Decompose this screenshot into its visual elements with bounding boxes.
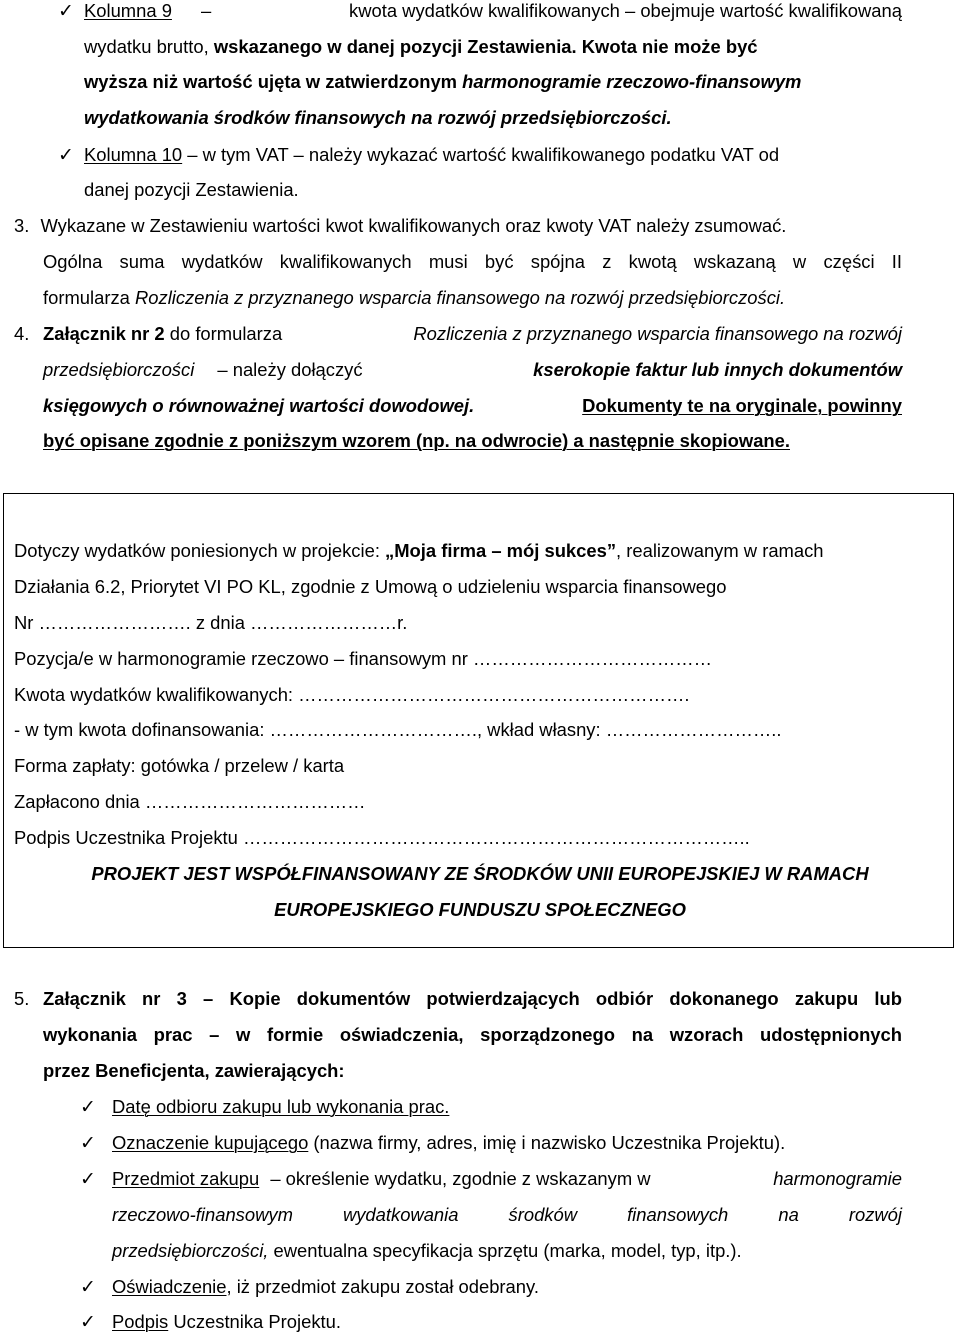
kolumna9-label: Kolumna 9 <box>84 0 172 21</box>
item4-line2b: – należy dołączyć <box>212 359 363 380</box>
item3-para1: Ogólna suma wydatków kwalifikowanych musi być spójna z kwotą wskazaną w części II <box>43 251 902 272</box>
item5-bullet4a: Oświadczenie <box>112 1276 227 1297</box>
item5-bullet5b: Uczestnika Projektu. <box>168 1311 341 1332</box>
item5-bullet3b: – określenie wydatku, zgodnie z wskazanym w <box>265 1168 651 1189</box>
item4-line2c: kserokopie faktur lub innych dokumentów <box>533 359 902 380</box>
item5-bullet3-line3 <box>112 1240 742 1262</box>
box-line9: Podpis Uczestnika Projektu ……………………………………………………………………….. <box>14 827 750 848</box>
kolumna9-text3b: harmonogramie rzeczowo-finansowym <box>462 71 802 92</box>
item5-bullet1: Datę odbioru zakupu lub wykonania prac. <box>112 1096 450 1117</box>
kolumna9-dash: – <box>201 0 212 21</box>
item5-number: 5. <box>14 988 30 1009</box>
item5-bullet3f: ewentualna specyfikacja sprzętu (marka, model, typ, itp.). <box>268 1240 742 1261</box>
kolumna9-text3a: wyższa niż wartość ujęta w zatwierdzonym <box>84 71 463 92</box>
checkmark-icon: ✓ <box>80 1276 96 1298</box>
kolumna10-line2: danej pozycji Zestawienia. <box>84 179 299 200</box>
checkmark-icon: ✓ <box>80 1311 96 1333</box>
kolumna10-line1 <box>84 144 779 166</box>
box-line1a: Dotyczy wydatków poniesionych w projekcie: <box>14 540 386 561</box>
item4-number: 4. <box>14 323 30 344</box>
kolumna9-text2b: wskazanego w danej pozycji Zestawienia. Kwota nie może być <box>213 36 758 57</box>
item5-bullet3c: harmonogramie <box>773 1168 902 1189</box>
box-line8: Zapłacono dnia ……………………………… <box>14 791 366 812</box>
item4-line4: być opisane zgodnie z poniższym wzorem (np. na odwrocie) a następnie skopiowane. <box>43 430 790 451</box>
kolumna9-text1: kwota wydatków kwalifikowanych – obejmuje wartość kwalifikowaną <box>349 0 902 21</box>
kolumna9-text2a: wydatku brutto, <box>84 36 214 57</box>
kolumna9-line3 <box>84 71 801 93</box>
item5-line2: wykonania prac – w formie oświadczenia, sporządzonego na wzorach udostępnionych <box>43 1024 902 1045</box>
box-line5: Kwota wydatków kwalifikowanych: ………………………………………………………. <box>14 684 690 705</box>
checkmark-icon: ✓ <box>80 1132 96 1154</box>
box-line1c: , realizowanym w ramach <box>616 540 824 561</box>
checkmark-icon: ✓ <box>58 144 74 166</box>
item4-line3b: Dokumenty te na oryginale, powinny <box>582 395 902 416</box>
item3-text: Wykazane w Zestawieniu wartości kwot kwalifikowanych oraz kwoty VAT należy zsumować. <box>40 215 787 236</box>
item5-bullet2 <box>112 1132 785 1154</box>
item5-bullet3-line1 <box>112 1168 902 1190</box>
item5-bullet2a: Oznaczenie kupującego <box>112 1132 309 1153</box>
item4-line1 <box>43 323 902 345</box>
kolumna9-line4: wydatkowania środków finansowych na rozwój przedsiębiorczości. <box>84 107 672 128</box>
item3-line <box>14 215 786 237</box>
item4-line2a: przedsiębiorczości <box>43 359 195 380</box>
checkmark-icon: ✓ <box>80 1168 96 1190</box>
box-line3: Nr ……………………. z dnia ……………………r. <box>14 612 408 633</box>
item5-line1: Załącznik nr 3 – Kopie dokumentów potwierdzających odbiór dokonanego zakupu lub <box>43 988 902 1009</box>
item4-bold-label: Załącznik nr 2 <box>43 323 165 344</box>
box-line2: Działania 6.2, Priorytet VI PO KL, zgodnie z Umową o udzieleniu wsparcia finansowego <box>14 576 727 597</box>
box-line6: - w tym kwota dofinansowania: ……………………………., wkład własny: ……………………….. <box>14 719 782 740</box>
item5-bullet3e: przedsiębiorczości, <box>112 1240 269 1261</box>
box-footer-line1: PROJEKT JEST WSPÓŁFINANSOWANY ZE ŚRODKÓW UNII EUROPEJSKIEJ W RAMACH <box>91 863 869 884</box>
item3-para2b: Rozliczenia z przyznanego wsparcia finansowego na rozwój przedsiębiorczości. <box>134 287 786 308</box>
checkmark-icon: ✓ <box>58 0 74 22</box>
item5-bullet3-line2: rzeczowo-finansowym wydatkowania środków finansowych na rozwój <box>112 1204 902 1225</box>
kolumna9-line2 <box>84 36 758 58</box>
item4-line1b: Rozliczenia z przyznanego wsparcia finansowego na rozwój <box>413 323 902 344</box>
kolumna10-label: Kolumna 10 <box>84 144 183 165</box>
item4-line1a: do formularza <box>164 323 283 344</box>
item5-bullet4 <box>112 1276 539 1298</box>
box-footer-line2: EUROPEJSKIEGO FUNDUSZU SPOŁECZNEGO <box>274 899 686 920</box>
kolumna10-text1: – w tym VAT – należy wykazać wartość kwalifikowanego podatku VAT od <box>182 144 780 165</box>
box-line7: Forma zapłaty: gotówka / przelew / karta <box>14 755 345 776</box>
item5-bullet5a: Podpis <box>112 1311 169 1332</box>
box-project-name: „Moja firma – mój sukces” <box>385 540 617 561</box>
item5-bullet3a: Przedmiot zakupu <box>112 1168 260 1189</box>
item5-bullet4b: , iż przedmiot zakupu został odebrany. <box>226 1276 539 1297</box>
item5-bullet5 <box>112 1311 341 1333</box>
item3-number: 3. <box>14 215 30 236</box>
box-line1 <box>14 540 824 562</box>
box-line4: Pozycja/e w harmonogramie rzeczowo – finansowym nr ………………………………… <box>14 648 713 669</box>
item3-para2a: formularza <box>43 287 135 308</box>
item5-bullet2b: (nazwa firmy, adres, imię i nazwisko Uczestnika Projektu). <box>308 1132 786 1153</box>
checkmark-icon: ✓ <box>80 1096 96 1118</box>
item4-line3 <box>43 395 902 417</box>
item4-line3a: księgowych o równoważnej wartości dowodowej. <box>43 395 475 416</box>
kolumna9-line1 <box>84 0 902 22</box>
item5-line3: przez Beneficjenta, zawierających: <box>43 1060 345 1081</box>
item4-line2 <box>43 359 902 381</box>
item3-para2 <box>43 287 785 309</box>
